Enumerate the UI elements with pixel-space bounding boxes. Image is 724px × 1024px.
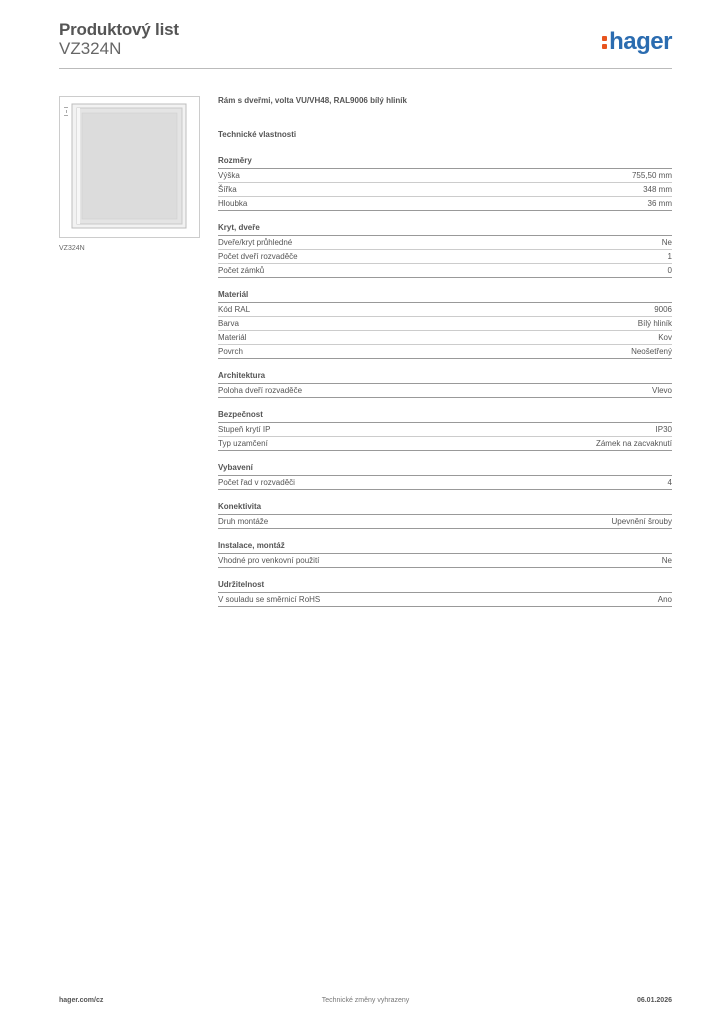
spec-label: Výška: [218, 171, 240, 180]
spec-label: Poloha dveří rozvaděče: [218, 386, 303, 395]
hager-logo: [602, 28, 672, 56]
spec-value: IP30: [655, 425, 672, 434]
spec-label: Počet řad v rozvaděči: [218, 478, 295, 487]
section-rows: [218, 554, 672, 568]
spec-label: Stupeň krytí IP: [218, 425, 271, 434]
spec-row: [218, 236, 672, 250]
spec-value: Ne: [661, 556, 672, 565]
spec-sections: [218, 156, 672, 607]
spec-value: Bílý hliník: [637, 319, 672, 328]
tech-properties-title: Technické vlastnosti: [218, 130, 297, 139]
spec-row: [218, 554, 672, 568]
spec-row: [218, 250, 672, 264]
spec-label: V souladu se směrnicí RoHS: [218, 595, 321, 604]
section-title: Materiál: [218, 290, 672, 303]
spec-row: [218, 345, 672, 359]
section-rows: [218, 236, 672, 278]
spec-section: [218, 223, 672, 278]
section-rows: [218, 515, 672, 529]
logo-dots-icon: [602, 35, 608, 49]
section-title: Udržitelnost: [218, 580, 672, 593]
section-title: Konektivita: [218, 502, 672, 515]
spec-label: Počet zámků: [218, 266, 265, 275]
door-frame-image: [60, 97, 199, 237]
section-title: Instalace, montáž: [218, 541, 672, 554]
spec-row: [218, 384, 672, 398]
spec-label: Povrch: [218, 347, 243, 356]
spec-value: 9006: [654, 305, 672, 314]
section-rows: [218, 476, 672, 490]
section-rows: [218, 303, 672, 359]
spec-row: [218, 197, 672, 211]
spec-label: Kód RAL: [218, 305, 251, 314]
spec-row: [218, 331, 672, 345]
spec-label: Barva: [218, 319, 239, 328]
spec-section: [218, 541, 672, 568]
footer-date: 06.01.2026: [636, 997, 672, 1004]
spec-section: [218, 371, 672, 398]
section-title: Architektura: [218, 371, 672, 384]
spec-value: Neošetřený: [631, 347, 672, 356]
document-title: Produktový list: [59, 20, 179, 39]
spec-row: [218, 476, 672, 490]
product-image: [59, 96, 200, 238]
logo-text: hager: [609, 28, 672, 55]
spec-label: Hloubka: [218, 199, 248, 208]
spec-value: 0: [667, 266, 672, 275]
spec-value: Upevnění šrouby: [611, 517, 672, 526]
section-title: Bezpečnost: [218, 410, 672, 423]
spec-row: [218, 317, 672, 331]
spec-section: [218, 463, 672, 490]
spec-row: [218, 303, 672, 317]
section-title: Vybavení: [218, 463, 672, 476]
spec-row: [218, 183, 672, 197]
spec-value: 348 mm: [643, 185, 672, 194]
spec-row: [218, 437, 672, 451]
spec-row: [218, 593, 672, 607]
spec-section: [218, 502, 672, 529]
header-divider: [59, 68, 672, 69]
spec-row: [218, 264, 672, 278]
section-rows: [218, 593, 672, 607]
section-rows: [218, 384, 672, 398]
section-title: Kryt, dveře: [218, 223, 672, 236]
spec-value: Ne: [661, 238, 672, 247]
spec-row: [218, 423, 672, 437]
spec-value: Zámek na zacvaknutí: [595, 439, 672, 448]
section-title: Rozměry: [218, 156, 672, 169]
spec-value: 1: [667, 252, 672, 261]
section-rows: [218, 423, 672, 451]
spec-value: Kov: [658, 333, 672, 342]
spec-label: Dveře/kryt průhledné: [218, 238, 293, 247]
footer-url: hager.com/cz: [59, 997, 104, 1004]
image-caption: VZ324N: [59, 245, 85, 252]
page-footer: [59, 997, 672, 1009]
page-header: [59, 20, 672, 70]
spec-section: [218, 580, 672, 607]
spec-value: Ano: [657, 595, 672, 604]
spec-row: [218, 169, 672, 183]
footer-note: Technické změny vyhrazeny: [321, 997, 410, 1004]
spec-section: [218, 290, 672, 359]
spec-label: Počet dveří rozvaděče: [218, 252, 298, 261]
spec-section: [218, 410, 672, 451]
spec-label: Druh montáže: [218, 517, 269, 526]
spec-label: Vhodné pro venkovní použití: [218, 556, 320, 565]
product-name: Rám s dveřmi, volta VU/VH48, RAL9006 bílý hliník: [218, 96, 407, 105]
spec-value: 755,50 mm: [631, 171, 672, 180]
spec-label: Materiál: [218, 333, 247, 342]
product-code: VZ324N: [59, 39, 122, 58]
spec-row: [218, 515, 672, 529]
spec-label: Typ uzamčení: [218, 439, 268, 448]
spec-value: 36 mm: [647, 199, 672, 208]
spec-section: [218, 156, 672, 211]
product-specs: [218, 96, 672, 607]
spec-value: Vlevo: [651, 386, 672, 395]
spec-value: 4: [667, 478, 672, 487]
section-rows: [218, 169, 672, 211]
spec-label: Šířka: [218, 185, 237, 194]
